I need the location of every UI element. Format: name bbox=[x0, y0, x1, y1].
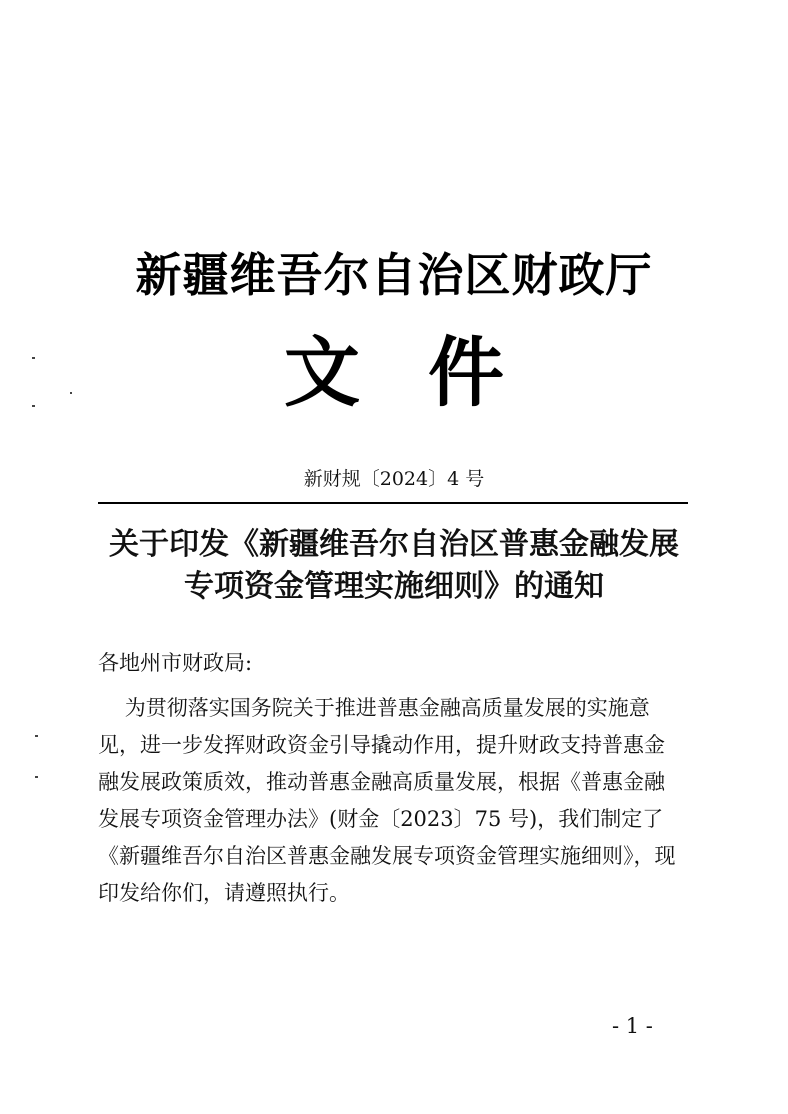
scan-speck bbox=[32, 357, 35, 359]
header-divider bbox=[98, 502, 688, 504]
notice-title-line-1: 关于印发《新疆维吾尔自治区普惠金融发展 bbox=[109, 527, 679, 562]
notice-title-line-2: 专项资金管理实施细则》的通知 bbox=[184, 569, 604, 604]
issuing-organization: 新疆维吾尔自治区财政厅 bbox=[135, 248, 653, 302]
salutation: 各地州市财政局: bbox=[98, 651, 253, 675]
page-number: - 1 - bbox=[612, 1014, 653, 1038]
body-line: 融发展政策质效，推动普惠金融高质量发展，根据《普惠金融 bbox=[98, 770, 665, 794]
body-line: 为贯彻落实国务院关于推进普惠金融高质量发展的实施意 bbox=[98, 696, 650, 720]
document-number: 新财规〔2024〕4 号 bbox=[303, 468, 485, 490]
body-line: 见，进一步发挥财政资金引导撬动作用，提升财政支持普惠金 bbox=[98, 733, 665, 757]
notice-title bbox=[0, 524, 788, 608]
scan-speck bbox=[35, 776, 38, 778]
body-paragraph bbox=[98, 690, 698, 912]
body-line: 印发给你们，请遵照执行。 bbox=[98, 881, 350, 905]
doc-type-char-2: 件 bbox=[428, 328, 504, 417]
body-line: 《新疆维吾尔自治区普惠金融发展专项资金管理实施细则》，现 bbox=[98, 844, 676, 868]
scan-speck bbox=[32, 405, 35, 407]
scan-speck bbox=[35, 735, 38, 737]
body-line: 发展专项资金管理办法》(财金〔2023〕75 号)，我们制定了 bbox=[98, 807, 664, 831]
scan-speck bbox=[70, 392, 72, 394]
document-type-heading bbox=[0, 325, 788, 421]
doc-type-char-1: 文 bbox=[284, 328, 360, 417]
